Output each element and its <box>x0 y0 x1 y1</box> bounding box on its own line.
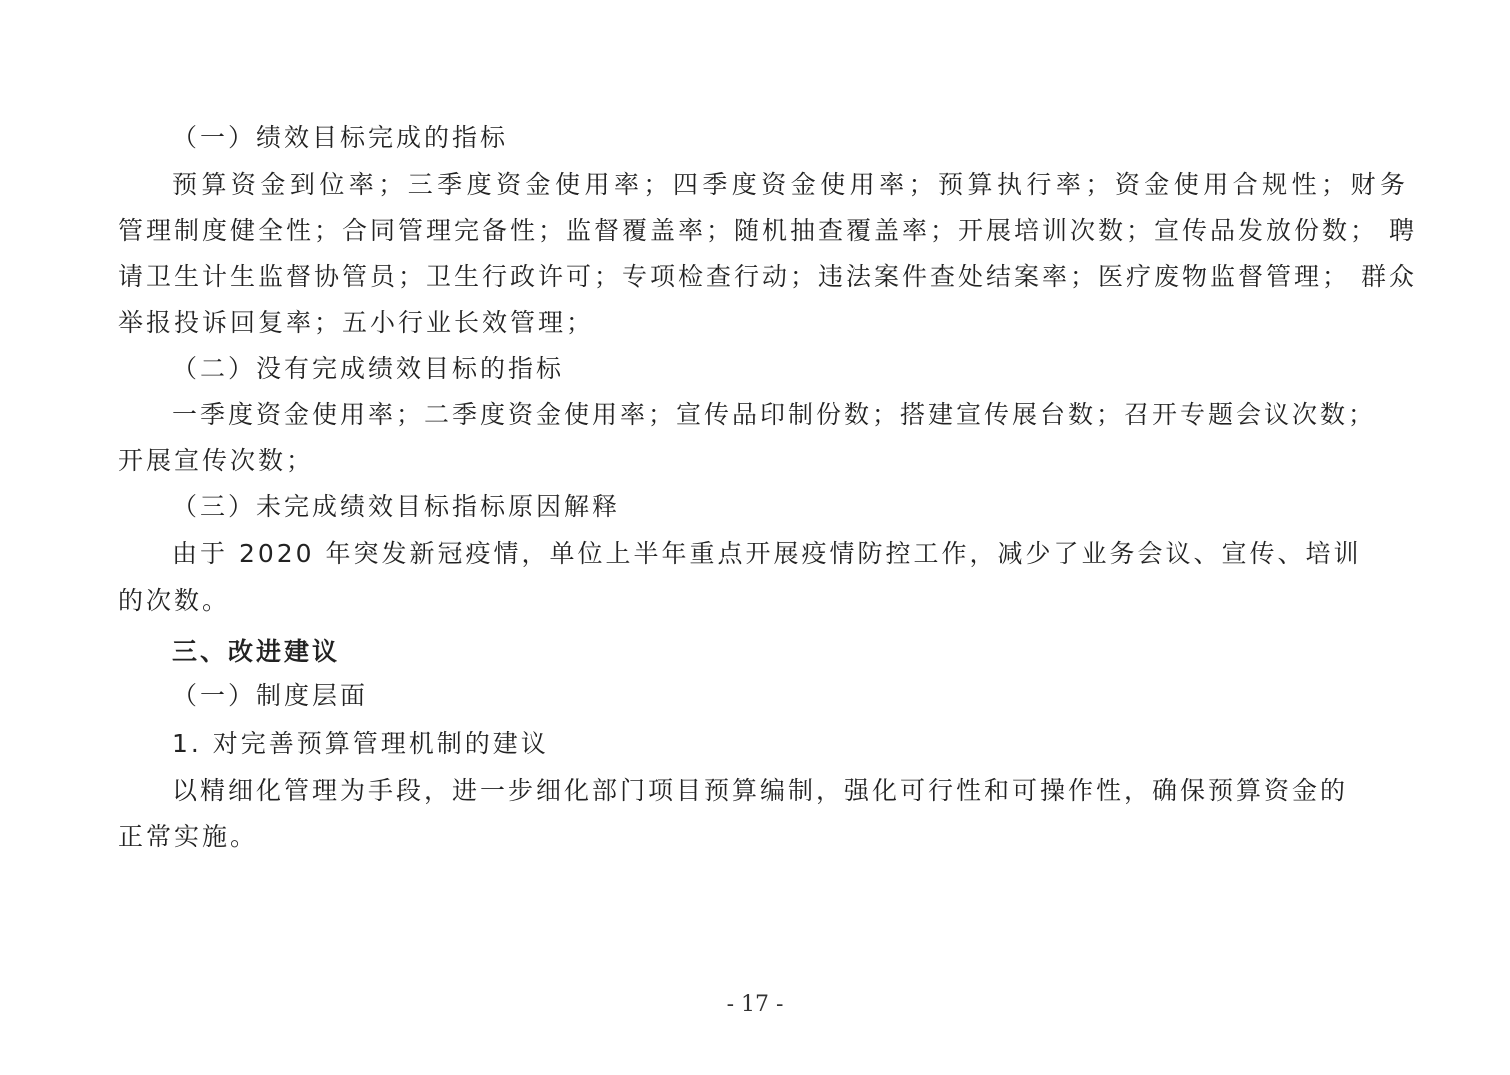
paragraph-line: 的次数。 <box>118 586 231 615</box>
section-2-2-heading: （二）没有完成绩效目标的指标 <box>172 354 565 383</box>
page-number: - 17 - <box>726 992 784 1017</box>
paragraph-line: 以精细化管理为手段，进一步细化部门项目预算编制，强化可行性和可操作性，确保预算资金的 <box>172 776 1349 805</box>
paragraph-line: 正常实施。 <box>118 822 259 851</box>
section-3-1-heading: （一）制度层面 <box>172 681 369 710</box>
paragraph-line: 预算资金到位率；三季度资金使用率；四季度资金使用率；预算执行率；资金使用合规性；财务 <box>172 170 1408 199</box>
section-2-1-heading: （一）绩效目标完成的指标 <box>172 123 509 152</box>
paragraph-line: 请卫生计生监督协管员；卫生行政许可；专项检查行动；违法案件查处结案率；医疗废物监督管理； 群众 <box>118 262 1417 291</box>
paragraph-line: 开展宣传次数； <box>118 446 315 475</box>
section-2-3-heading: （三）未完成绩效目标指标原因解释 <box>172 492 621 521</box>
section-3-heading: 三、改进建议 <box>172 637 341 666</box>
paragraph-line: 一季度资金使用率；二季度资金使用率；宣传品印制份数；搭建宣传展台数；召开专题会议次数； <box>172 400 1377 429</box>
paragraph-line: 举报投诉回复率；五小行业长效管理； <box>118 308 595 337</box>
paragraph-line: 由于 2020 年突发新冠疫情，单位上半年重点开展疫情防控工作，减少了业务会议、宣传、培训 <box>172 539 1362 568</box>
numbered-item-heading: 1. 对完善预算管理机制的建议 <box>172 729 549 758</box>
paragraph-line: 管理制度健全性；合同管理完备性；监督覆盖率；随机抽查覆盖率；开展培训次数；宣传品发放份数； 聘 <box>118 216 1417 245</box>
